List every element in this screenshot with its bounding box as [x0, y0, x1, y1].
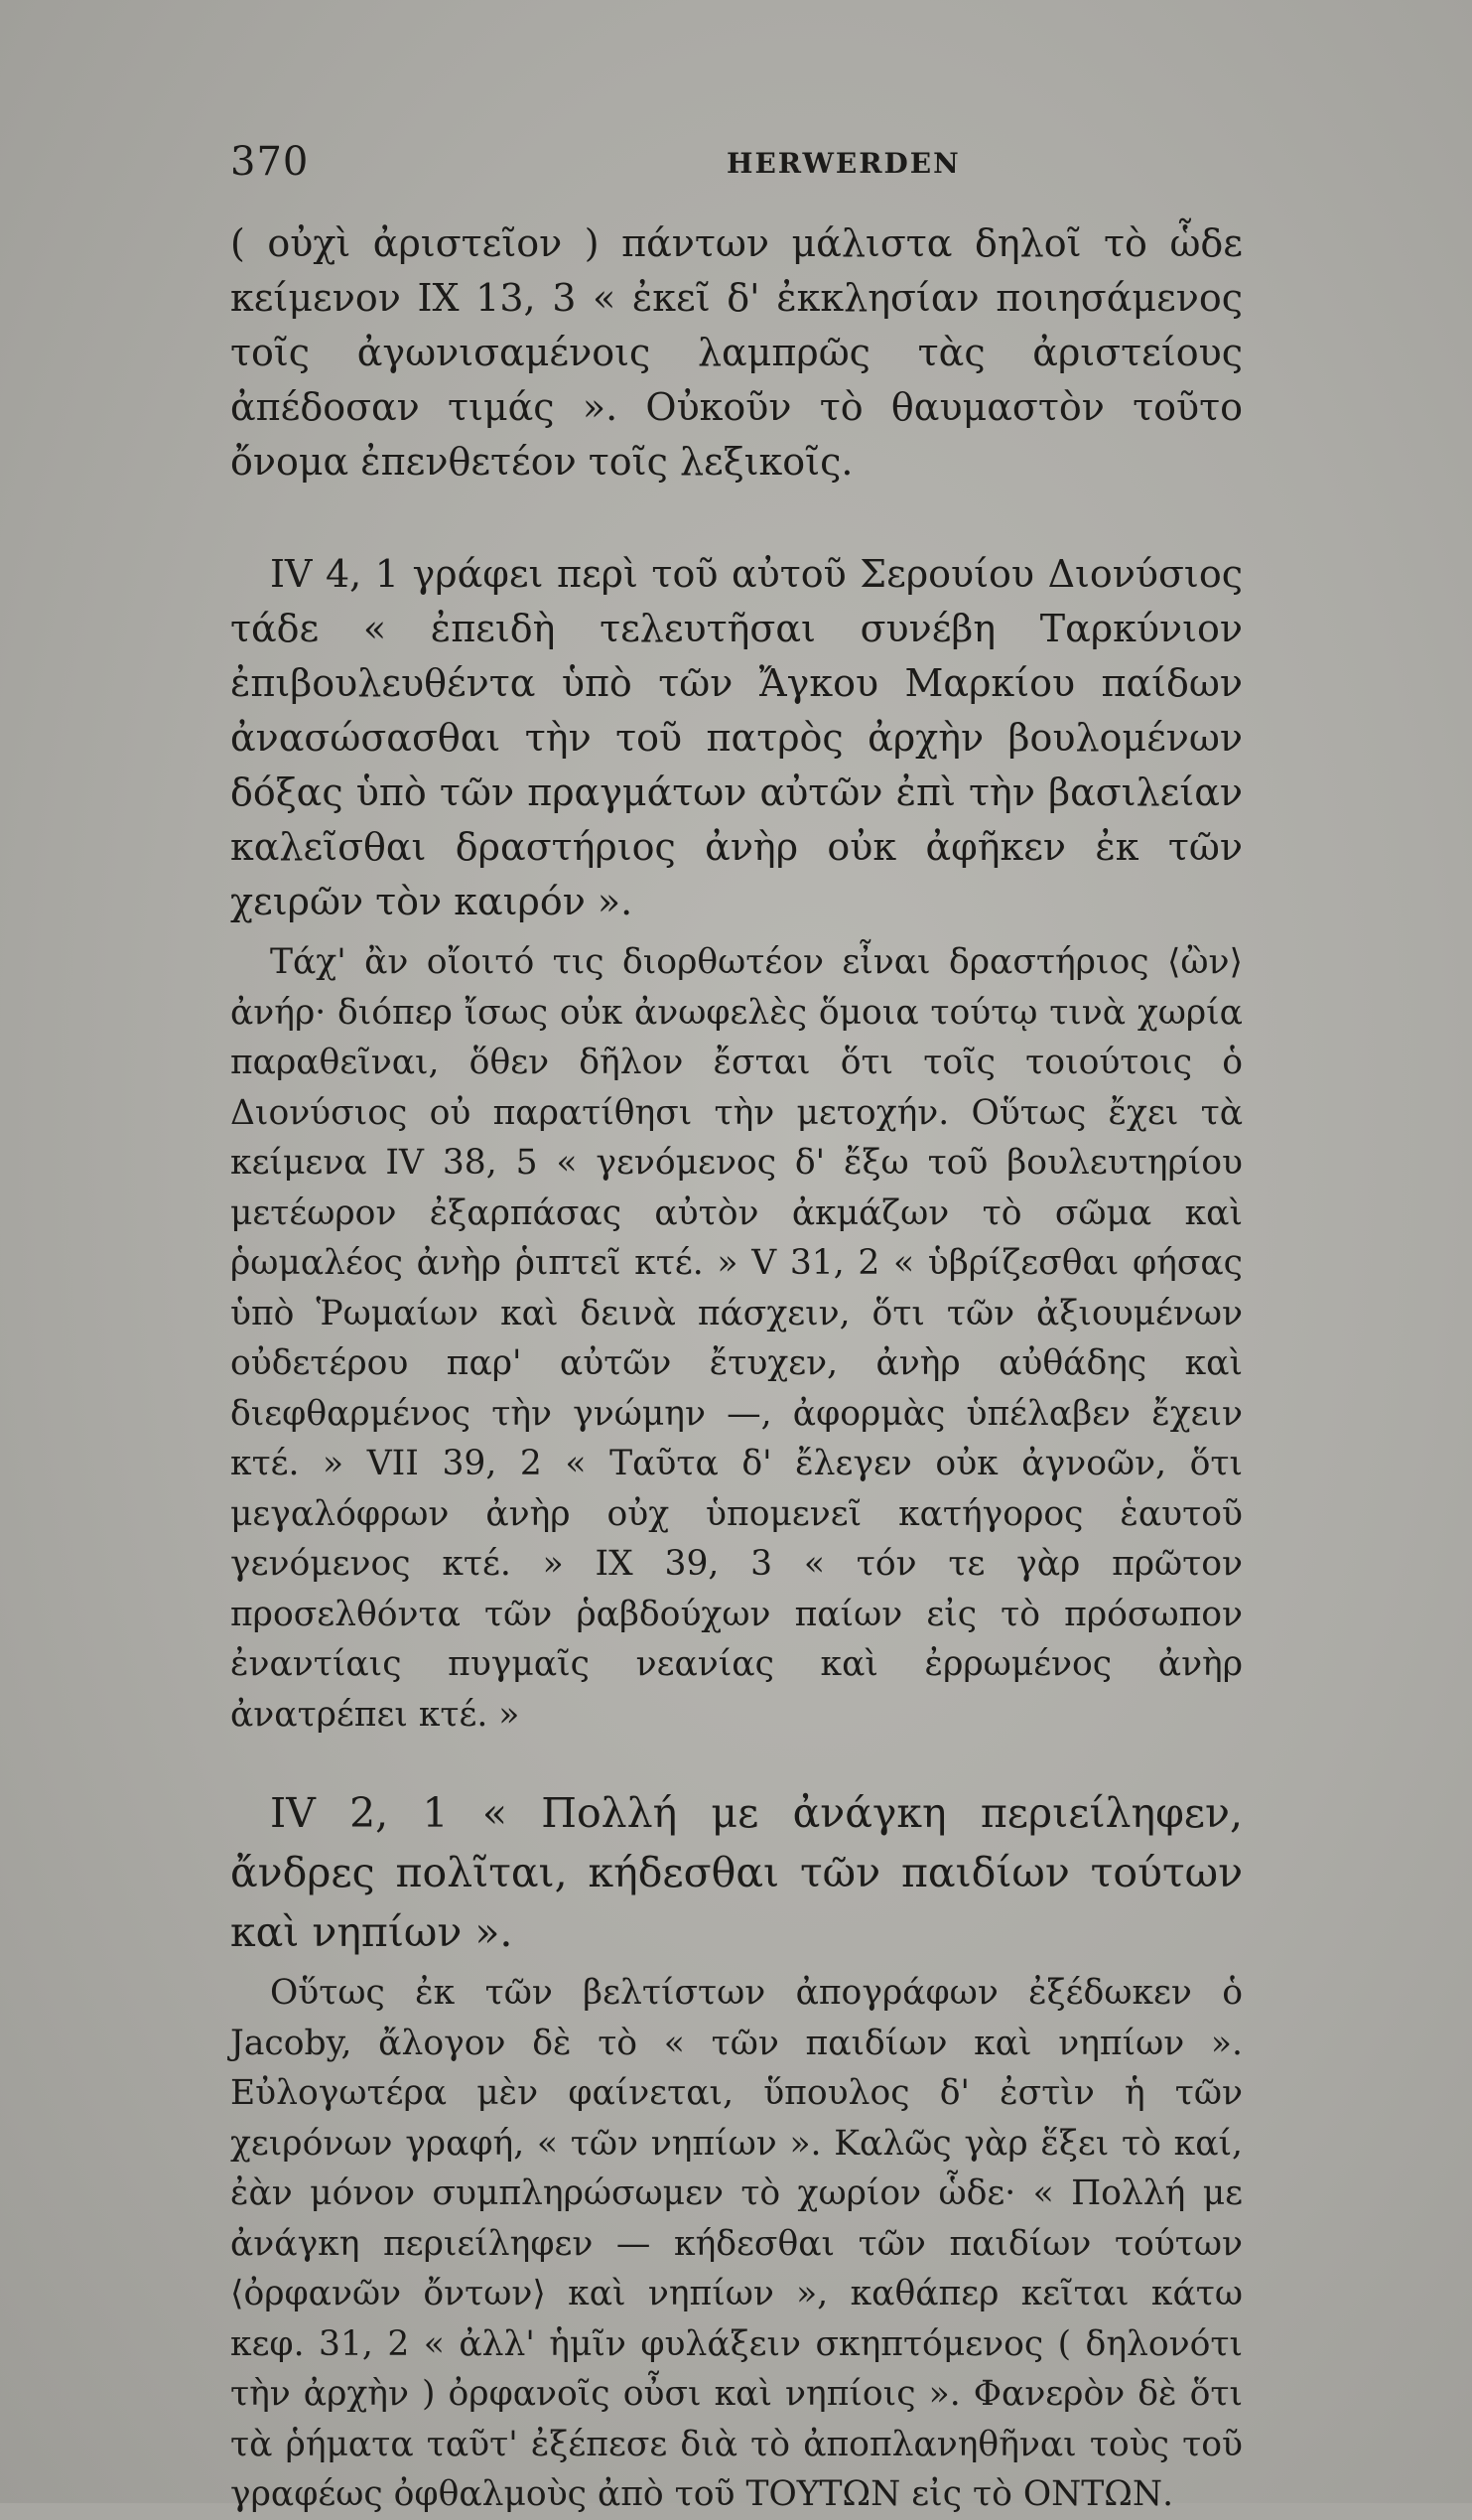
paragraph-2: IV 4, 1 γράφει περὶ τοῦ αὐτοῦ Σερουίου Διονύσιος τάδε « ἐπειδὴ τελευτῆσαι συνέβη Ταρκύνιον ἐπιβουλευθέντα ὑπὸ τῶν Ἄγκου Μαρκίου παίδων ἀνασώσασθαι τὴν τοῦ πατρὸς ἀρχὴν βουλομένων δόξας ὑπὸ τῶν πραγμάτων αὐτῶν ἐπὶ τὴν βασιλείαν καλεῖσθαι δραστήριος ἀνὴρ οὐκ ἀφῆκεν ἐκ τῶν χειρῶν τὸν καιρόν ». [230, 552, 1243, 923]
paragraph-4: IV 2, 1 « Πολλή με ἀνάγκη περιείληφεν, ἄνδρες πολῖται, κήδεσθαι τῶν παιδίων τούτων καὶ νηπίων ». [230, 1789, 1243, 1956]
book-page [230, 139, 1243, 2520]
running-head [230, 139, 1243, 189]
running-title: HERWERDEN [727, 147, 961, 180]
page-number: 370 [230, 139, 310, 185]
paragraph-3: Τάχ' ἂν οἴοιτό τις διορθωτέον εἶναι δραστήριος ⟨ὢν⟩ ἀνήρ· διόπερ ἴσως οὐκ ἀνωφελὲς ὅμοια τούτῳ τινὰ χωρία παραθεῖναι, ὅθεν δῆλον ἔσται ὅτι τοῖς τοιούτοις ὁ Διονύσιος οὐ παρατίθησι τὴν μετοχήν. Οὕτως ἔχει τὰ κείμενα IV 38, 5 « γενόμενος δ' ἔξω τοῦ βουλευτηρίου μετέωρον ἐξαρπάσας αὐτὸν ἀκμάζων τὸ σῶμα καὶ ῥωμαλέος ἀνὴρ ῥιπτεῖ κτέ. » V 31, 2 « ὑβρίζεσθαι φήσας ὑπὸ Ῥωμαίων καὶ δεινὰ πάσχειν, ὅτι τῶν ἀξιουμένων οὐδετέρου παρ' αὐτῶν ἔτυχεν, ἀνὴρ αὐθάδης καὶ διεφθαρμένος τὴν γνώμην —, ἀφορμὰς ὑπέλαβεν ἔχειν κτέ. » VII 39, 2 « Ταῦτα δ' ἔλεγεν οὐκ ἀγνοῶν, ὅτι μεγαλόφρων ἀνὴρ οὐχ ὑπομενεῖ κατήγορος ἑαυτοῦ γενόμενος κτέ. » IX 39, 3 « τόν τε γὰρ πρῶτον προσελθόντα τῶν ῥαβδούχων παίων εἰς τὸ πρόσωπον ἐναντίαις πυγμαῖς νεανίας καὶ ἐρρωμένος ἀνὴρ ἀνατρέπει κτέ. » [230, 942, 1243, 1735]
paragraph-1: ( οὐχὶ ἀριστεῖον ) πάντων μάλιστα δηλοῖ τὸ ὧδε κείμενον IX 13, 3 « ἐκεῖ δ' ἐκκλησίαν ποιησάμενος τοῖς ἀγωνισαμένοις λαμπρῶς τὰς ἀριστείους ἀπέδοσαν τιμάς ». Οὐκοῦν τὸ θαυμαστὸν τοῦτο ὄνομα ἐπενθετέον τοῖς λεξικοῖς. [230, 221, 1243, 484]
paragraph-5: Οὕτως ἐκ τῶν βελτίστων ἀπογράφων ἐξέδωκεν ὁ Jacoby, ἄλογον δὲ τὸ « τῶν παιδίων καὶ νηπίων ». Εὐλογωτέρα μὲν φαίνεται, ὕπουλος δ' ἐστὶν ἡ τῶν χειρόνων γραφή, « τῶν νηπίων ». Καλῶς γὰρ ἕξει τὸ καί, ἐὰν μόνον συμπληρώσωμεν τὸ χωρίον ὧδε· « Πολλή με ἀνάγκη περιείληφεν — κήδεσθαι τῶν παιδίων τούτων ⟨ὀρφανῶν ὄντων⟩ καὶ νηπίων », καθάπερ κεῖται κάτω κεφ. 31, 2 « ἀλλ' ἡμῖν φυλάξειν σκηπτόμενος ( δηλονότι τὴν ἀρχὴν ) ὀρφανοῖς οὖσι καὶ νηπίοις ». Φανερὸν δὲ ὅτι τὰ ῥήματα ταῦτ' ἐξέπεσε διὰ τὸ ἀποπλανηθῆναι τοὺς τοῦ γραφέως ὀφθαλμοὺς ἀπὸ τοῦ ΤΟΥΤΩΝ εἰς τὸ ΟΝΤΩΝ. [230, 1973, 1243, 2514]
